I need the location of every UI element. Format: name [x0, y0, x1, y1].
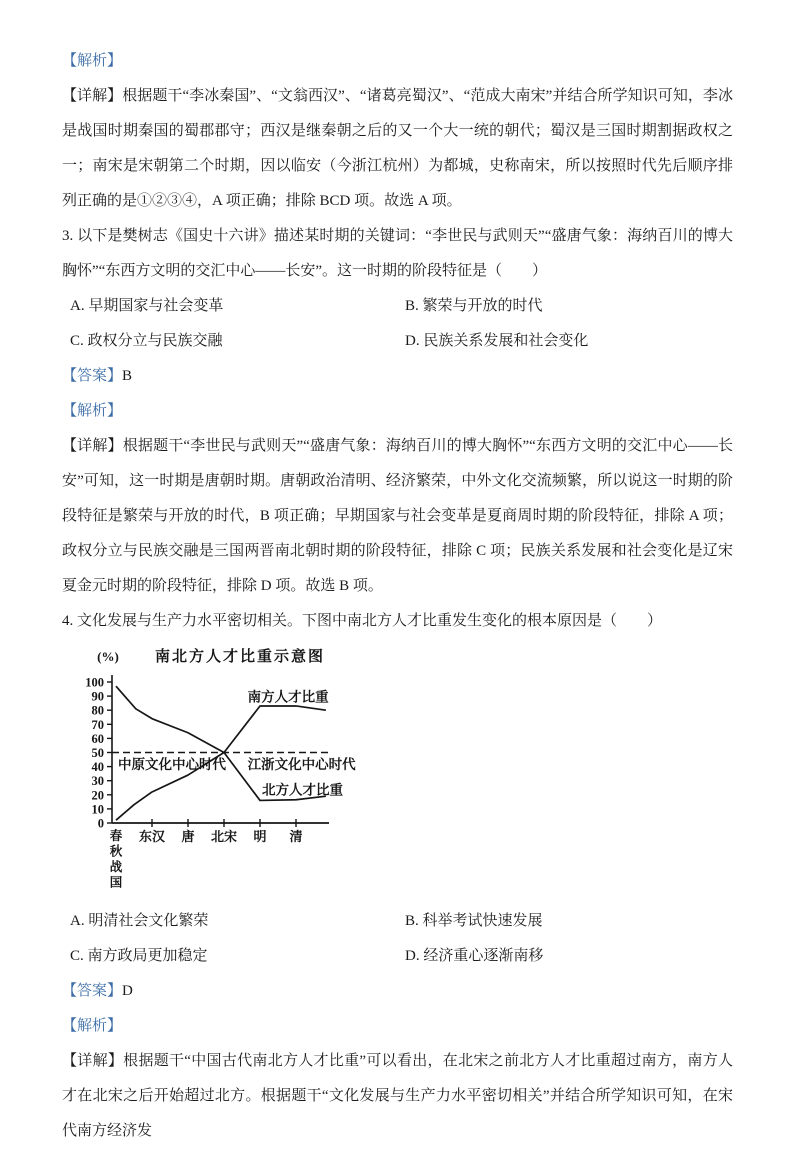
q4-option-d: D. 经济重心逐渐南移 [405, 948, 544, 964]
chart-y-unit-label: (%) [97, 649, 119, 664]
q3-detail-paragraph: 【详解】根据题干“李世民与武则天”“盛唐气象：海纳百川的博大胸怀”“东西方文明的交汇中心——长安”可知，这一时期是唐朝时期。唐朝政治清明、经济繁荣，中外文化交流频繁，所以说这一时期的阶段特征是繁荣与开放的时代，B 项正确；早期国家与社会变革是夏商周时期的阶段特征，排除 A 项；政权分立与民族交融是三国两晋南北朝时期的阶段特征，排除 C 项；民族关系发展和社会变化是辽宋夏金元时期的阶段特征，排除 D 项。故选 B 项。 [62, 438, 733, 594]
chart-y-tick-label: 50 [91, 746, 104, 760]
q2-detail-paragraph: 【详解】根据题干“李冰秦国”、“文翁西汉”、“诸葛亮蜀汉”、“范成大南宋”并结合所学知识可知，李冰是战国时期秦国的蜀郡郡守；西汉是继秦朝之后的又一个大一统的朝代；蜀汉是三国时期割据政权之一；南宋是宋朝第二个时期，因以临安（今浙江杭州）为都城，史称南宋，所以按照时代先后顺序排列正确的是①②③④，A 项正确；排除 BCD 项。故选 A 项。 [62, 88, 733, 209]
chart-y-tick-label: 100 [85, 675, 104, 690]
talent-chart-svg [70, 645, 415, 895]
chart-y-tick-label: 0 [97, 816, 104, 831]
q2-analysis-label: 【解析】 [62, 53, 123, 69]
q3-stem: 3. 以下是樊树志《国史十六讲》描述某时期的关键词：“李世民与武则天”“盛唐气象：海纳百川的博大胸怀”“东西方文明的交汇中心——长安”。这一时期的阶段特征是（ ） [62, 228, 733, 279]
chart-x-tick-label-vertical: 战 [109, 860, 123, 874]
q4-answer-value: D [122, 983, 133, 999]
q4-answer-label: 【答案】 [62, 983, 123, 999]
q3-answer-label: 【答案】 [62, 368, 123, 384]
chart-x-tick-label-vertical: 秋 [109, 844, 123, 859]
chart-x-tick-label-vertical: 春 [109, 829, 123, 843]
chart-annotation: 中原文化中心时代 [118, 757, 226, 773]
q4-detail-paragraph: 【详解】根据题干“中国古代南北方人才比重”可以看出，在北宋之前北方人才比重超过南方，南方人才在北宋之后开始超过北方。根据题干“文化发展与生产力水平密切相关”并结合所学知识可知，在宋代南方经济发 [62, 1053, 733, 1139]
chart-title: 南北方人才比重示意图 [154, 649, 326, 665]
chart-x-tick-label: 唐 [181, 829, 195, 844]
q3-option-c: C. 政权分立与民族交融 [70, 333, 223, 349]
q4-answer-line [62, 974, 733, 1009]
q3-analysis-label: 【解析】 [62, 403, 123, 419]
q4-options [62, 904, 733, 974]
q4-analysis-label: 【解析】 [62, 1018, 123, 1034]
q3-option-b: B. 繁荣与开放的时代 [405, 298, 543, 314]
chart-y-tick-label: 70 [91, 717, 104, 732]
talent-ratio-chart [70, 645, 733, 900]
q4-option-a: A. 明清社会文化繁荣 [70, 913, 209, 929]
q4-option-b: B. 科举考试快速发展 [405, 913, 543, 929]
chart-x-tick-label: 北宋 [210, 829, 238, 844]
q3-answer-line [62, 359, 733, 394]
chart-y-tick-label: 80 [91, 703, 104, 718]
q3-options [62, 289, 733, 359]
chart-x-tick-label-vertical: 国 [109, 875, 123, 890]
chart-x-tick-label: 明 [253, 829, 267, 844]
chart-x-tick-label: 东汉 [138, 829, 166, 844]
chart-annotation: 江浙文化中心时代 [247, 757, 356, 773]
q3-option-a: A. 早期国家与社会变革 [70, 298, 224, 314]
chart-annotation: 南方人才比重 [247, 689, 329, 705]
chart-annotation: 北方人才比重 [262, 782, 343, 798]
chart-x-tick-label: 清 [289, 829, 303, 844]
chart-y-tick-label: 40 [91, 760, 104, 775]
q3-option-d: D. 民族关系发展和社会变化 [405, 333, 589, 349]
q4-option-c: C. 南方政局更加稳定 [70, 948, 208, 964]
chart-y-tick-label: 90 [91, 689, 104, 704]
chart-y-tick-label: 60 [91, 731, 104, 746]
chart-y-tick-label: 30 [91, 774, 104, 789]
q3-answer-value: B [122, 368, 133, 384]
chart-y-tick-label: 20 [91, 788, 104, 803]
q4-stem: 4. 文化发展与生产力水平密切相关。下图中南北方人才比重发生变化的根本原因是（ ） [62, 613, 663, 629]
chart-y-tick-label: 10 [91, 802, 104, 817]
